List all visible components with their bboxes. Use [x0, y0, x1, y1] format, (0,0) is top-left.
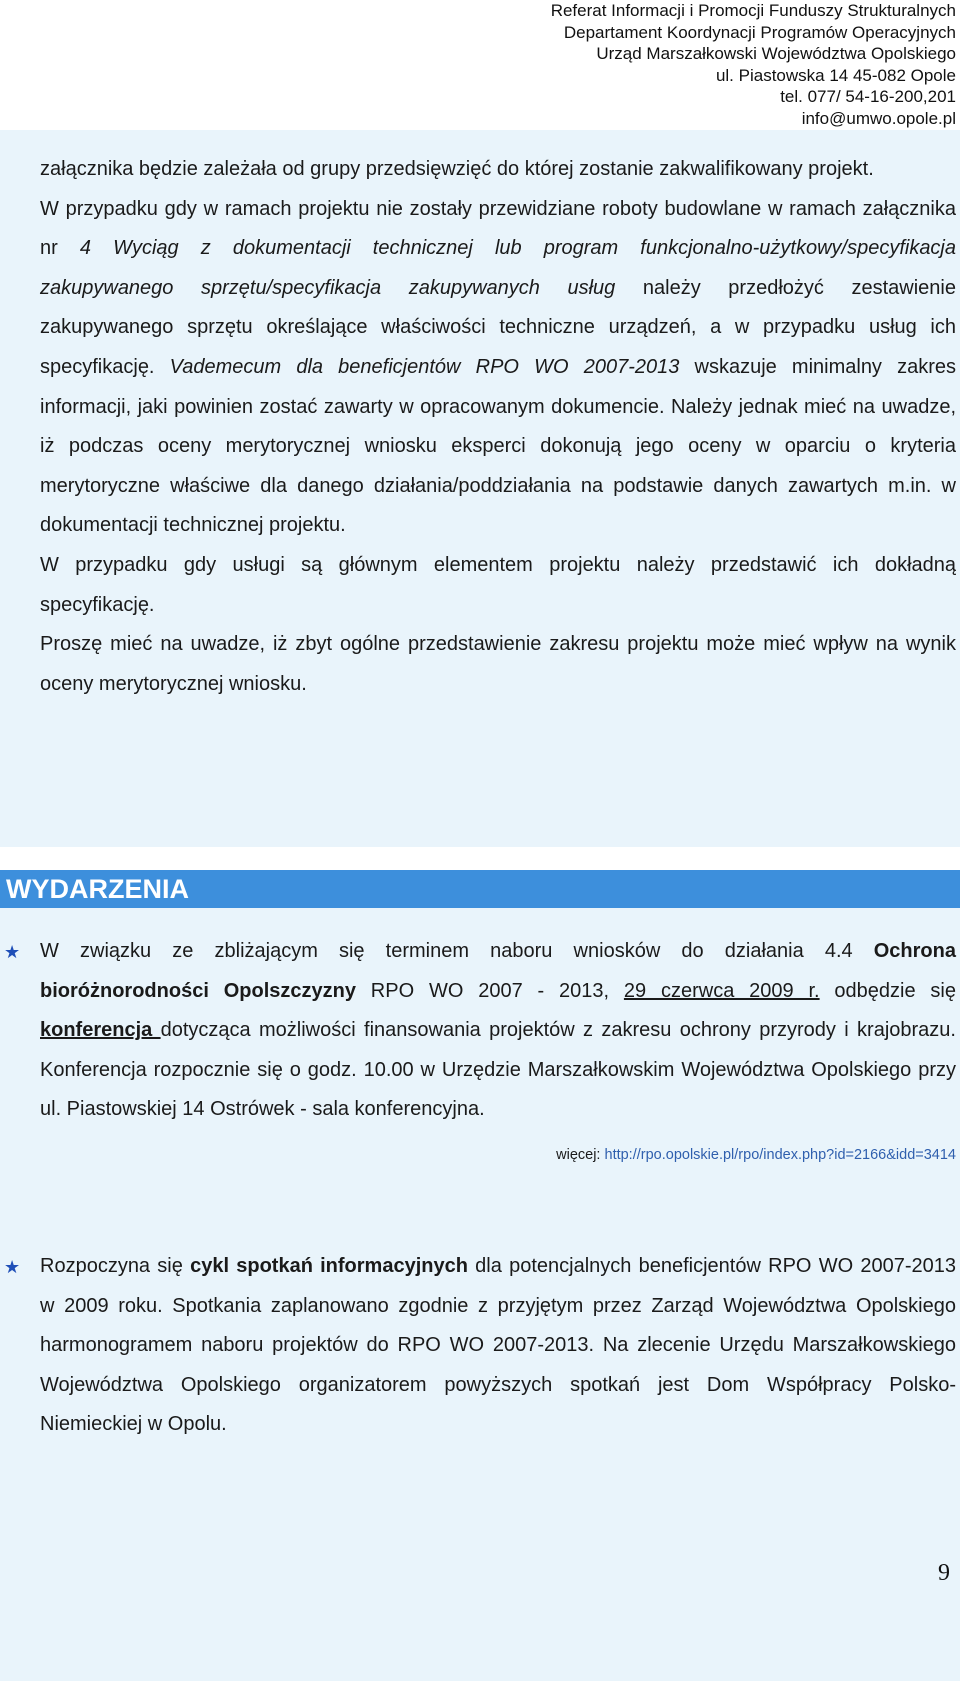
event-item-1 — [4, 932, 956, 1130]
header-line-6: info@umwo.opole.pl — [801, 108, 956, 128]
event1-date: 29 czerwca 2009 r. — [623, 979, 820, 1002]
header-line-1: Referat Informacji i Promocji Funduszy Strukturalnych — [550, 1, 956, 20]
header-line-2: Departament Koordynacji Programów Operacyjnych — [563, 22, 956, 42]
intro-paragraph-2 — [40, 190, 956, 546]
event-item-2 — [4, 1247, 956, 1445]
intro-p2-vademecum: Vademecum dla beneficjentów RPO WO 2007-2013 — [169, 355, 680, 378]
intro-p2-c: należy przedłożyć zestawienie zakupywanego sprzętu określające właściwości techniczne urządzeń, a w przypadku usług ich specyfikację. — [40, 276, 956, 378]
more-link[interactable]: http://rpo.opolskie.pl/rpo/index.php?id=2166&idd=3414 — [604, 1147, 956, 1163]
intro-paragraph-3: W przypadku gdy usługi są głównym elementem projektu należy przedstawić ich dokładną specyfikację. — [40, 553, 956, 616]
intro-paragraph-1: załącznika będzie zależała od grupy przedsięwzięć do której zostanie zakwalifikowany projekt. — [40, 158, 874, 180]
page-header — [551, 0, 956, 129]
header-line-3: Urząd Marszałkowski Województwa Opolskiego — [596, 44, 956, 63]
event1-text-7: dotycząca możliwości finansowania projektów z zakresu ochrony przyrody i krajobrazu. Konferencja rozpocznie się o godz. 10.00 w Urzędzie Marszałkowskim Województwa Opolskiego przy ul. Piastowskiej 14 Ostrówek - sala konferencyjna. — [40, 1019, 956, 1121]
intro-paragraph-4: Proszę mieć na uwadze, iż zbyt ogólne przedstawienie zakresu projektu może mieć wpływ na wynik oceny merytorycznej wniosku. — [40, 633, 956, 695]
intro-p2-e: wskazuje minimalny zakres informacji, jaki powinien zostać zawarty w opracowanym dokumencie. Należy jednak mieć na uwadze, iż podczas oceny merytorycznej wniosku eksperci dokonują jego oceny w oparciu o kryteria merytoryczne właściwe dla danego działania/poddziałania na podstawie danych zawartych m.in. w dokumentacji technicznej projektu. — [40, 355, 956, 537]
intro-p2-attachment-title: 4 Wyciąg z dokumentacji technicznej lub program funkcjonalno-użytkowy/specyfikacja zakupywanego sprzętu/specyfikacja zakupywanych usług — [40, 237, 957, 299]
event1-text-1: W związku ze zbliżającym się terminem naboru wniosków do działania 4.4 — [40, 940, 874, 962]
event1-conference-link[interactable]: konferencja — [40, 1019, 161, 1042]
page-number: 9 — [938, 1560, 950, 1586]
event2-text-3: dla potencjalnych beneficjentów RPO WO 2007-2013 w 2009 roku. Spotkania zaplanowano zgodnie z przyjętym przez Zarząd Województwa Opolskiego harmonogramem naboru projektów do RPO WO 2007-2013. Na zlecenie Urzędu Marszałkowskiego Województwa Opolskiego organizatorem powyższych spotkań jest Dom Współpracy Polsko-Niemieckiej w Opolu. — [40, 1255, 956, 1436]
event1-action-title: Ochrona bioróżnorodności Opolszczyzny — [40, 940, 956, 1002]
star-icon: ★ — [4, 1257, 21, 1277]
event2-text-1: Rozpoczyna się — [40, 1255, 191, 1277]
more-label: więcej: — [556, 1147, 605, 1163]
event1-text-3: RPO WO 2007 - 2013, — [355, 979, 624, 1002]
section-title: WYDARZENIA — [6, 874, 189, 904]
event1-text-5: odbędzie się — [819, 979, 956, 1002]
event2-meetings-title: cykl spotkań informacyjnych — [190, 1255, 468, 1277]
more-info — [556, 1146, 956, 1164]
star-icon: ★ — [4, 942, 21, 962]
intro-text — [40, 150, 956, 704]
header-line-4: ul. Piastowska 14 45-082 Opole — [715, 65, 956, 85]
header-line-5: tel. 077/ 54-16-200,201 — [780, 87, 956, 106]
section-header — [0, 870, 960, 908]
intro-p2-a: W przypadku gdy w ramach projektu nie zostały przewidziane roboty budowlane w ramach załącznika nr — [40, 197, 956, 260]
